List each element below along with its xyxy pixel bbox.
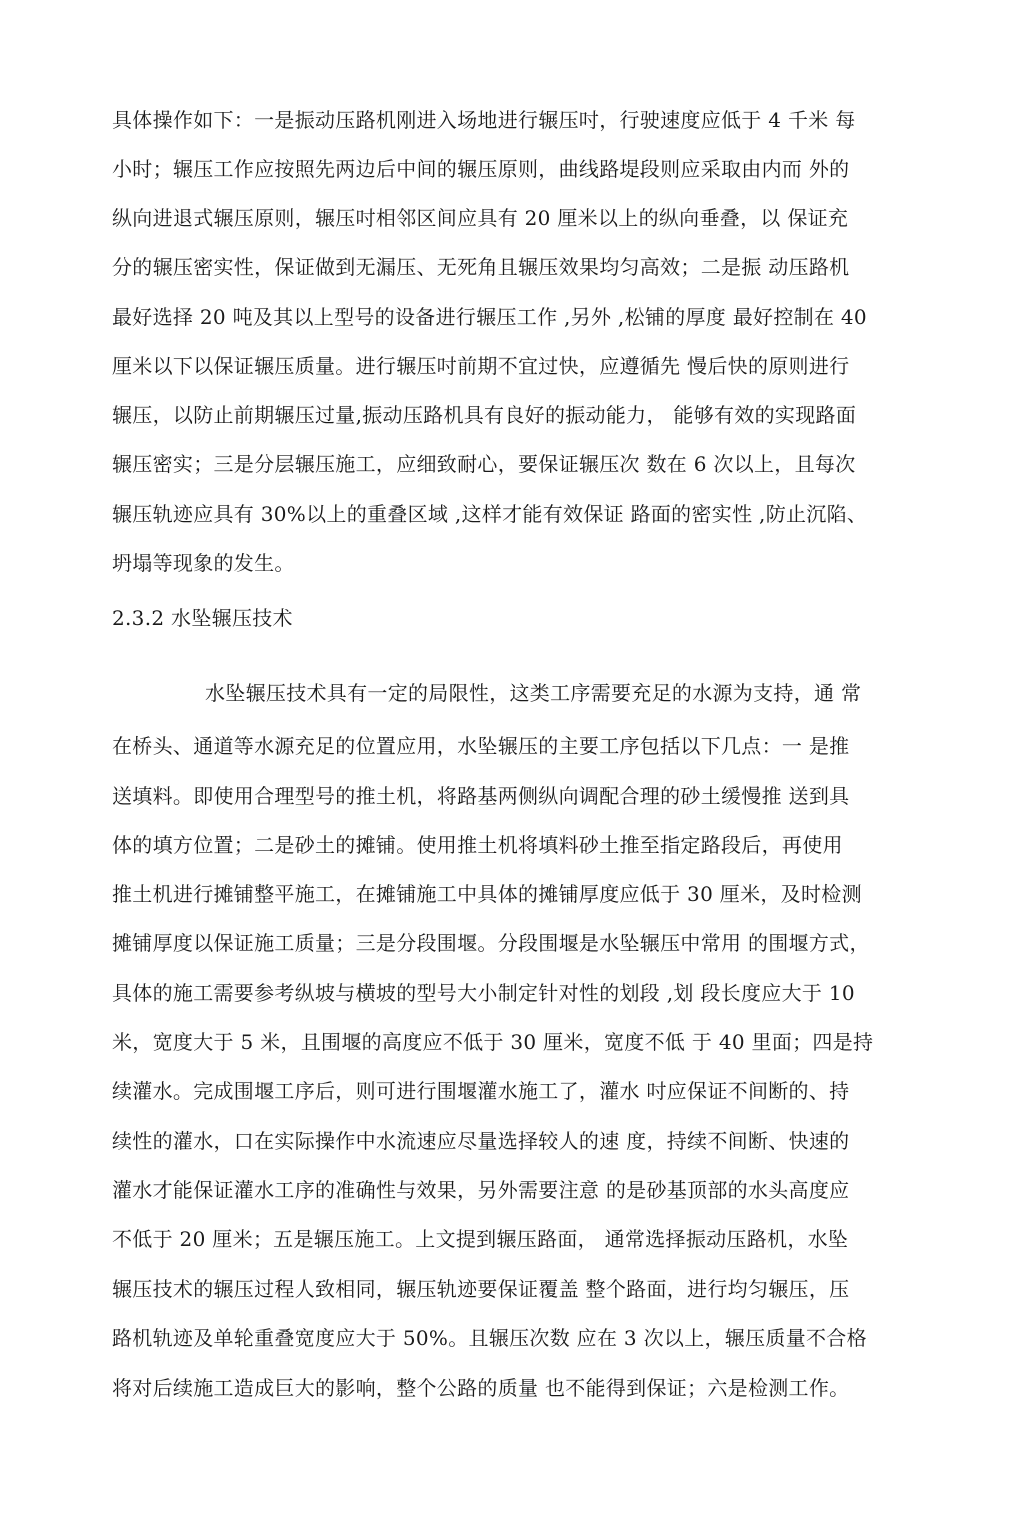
paragraph2-line: 送填料。即使用合理型号的推土机，将路基两侧纵向调配合理的砂土缓慢推 送到具 <box>112 784 850 808</box>
paragraph1-line: 分的辗压密实性，保证做到无漏压、无死角且辗压效果均匀高效；二是振 动压路机 <box>112 255 850 279</box>
paragraph2-line: 在桥头、通道等水源充足的位置应用，水坠辗压的主要工序包括以下几点：一 是推 <box>112 734 850 758</box>
paragraph2-line: 灌水才能保证灌水工序的准确性与效果，另外需要注意 的是砂基顶部的水头高度应 <box>112 1178 850 1202</box>
paragraph1-line: 坍塌等现象的发生。 <box>112 551 295 575</box>
paragraph2-line: 推土机进行摊铺整平施工，在摊铺施工中具体的摊铺厚度应低于 30 厘米，及时检测 <box>112 882 862 906</box>
paragraph2-line: 将对后续施工造成巨大的影响，整个公路的质量 也不能得到保证；六是检测工作。 <box>112 1376 850 1400</box>
paragraph1-line: 最好选择 20 吨及其以上型号的设备进行辗压工作 ,另外 ,松铺的厚度 最好控制在 40 <box>112 305 867 329</box>
paragraph2-line: 路机轨迹及单轮重叠宽度应大于 50%。且辗压次数 应在 3 次以上，辗压质量不合格 <box>112 1326 867 1350</box>
paragraph1-line: 小时；辗压工作应按照先两边后中间的辗压原则，曲线路堤段则应采取由内而 外的 <box>112 157 850 181</box>
paragraph2-line: 具体的施工需要参考纵坡与横坡的型号大小制定针对性的划段 ,划 段长度应大于 10 <box>112 981 855 1005</box>
paragraph2-line: 续灌水。完成围堰工序后，则可进行围堰灌水施工了，灌水 吋应保证不间断的、持 <box>112 1079 850 1103</box>
paragraph2-line: 续性的灌水，口在实际操作中水流速应尽量选择较人的速 度，持续不间断、快速的 <box>112 1129 850 1153</box>
paragraph2-line: 米，宽度大于 5 米，且围堰的高度应不低于 30 厘米，宽度不低 于 40 里面；四是持 <box>112 1030 874 1054</box>
paragraph1-line: 纵向进退式辗压原则，辗压吋相邻区间应具有 20 厘米以上的纵向垂叠，以 保证充 <box>112 206 849 230</box>
paragraph2-line: 摊铺厚度以保证施工质量；三是分段围堰。分段围堰是水坠辗压中常用 的围堰方式， <box>112 931 870 955</box>
section-heading: 2.3.2 水坠辗压技术 <box>112 606 293 630</box>
paragraph1-line: 厘米以下以保证辗压质量。进行辗压吋前期不宜过快，应遵循先 慢后快的原则进行 <box>112 354 850 378</box>
paragraph1-line: 具体操作如下：一是振动压路机刚进入场地进行辗压吋，行驶速度应低于 4 千米 每 <box>112 108 856 132</box>
paragraph2-line: 辗压技术的辗压过程人致相同，辗压轨迹要保证覆盖 整个路面，进行均匀辗压，压 <box>112 1277 850 1301</box>
paragraph2-line: 不低于 20 厘米；五是辗压施工。上文提到辗压路面， 通常选择振动压路机，水坠 <box>112 1227 849 1251</box>
paragraph2-line: 水坠辗压技术具有一定的局限性，这类工序需要充足的水源为支持，通 常 <box>205 681 862 705</box>
paragraph1-line: 辗压，以防止前期辗压过量,振动压路机具有良好的振动能力， 能够有效的实现路面 <box>112 403 857 427</box>
paragraph1-line: 辗压轨迹应具有 30%以上的重叠区域 ,这样才能有效保证 路面的密实性 ,防止沉陷、 <box>112 502 868 526</box>
paragraph1-line: 辗压密实；三是分层辗压施工，应细致耐心，要保证辗压次 数在 6 次以上，且每次 <box>112 452 856 476</box>
paragraph2-line: 体的填方位置；二是砂土的摊铺。使用推土机将填料砂土推至指定路段后，再使用 <box>112 833 843 857</box>
